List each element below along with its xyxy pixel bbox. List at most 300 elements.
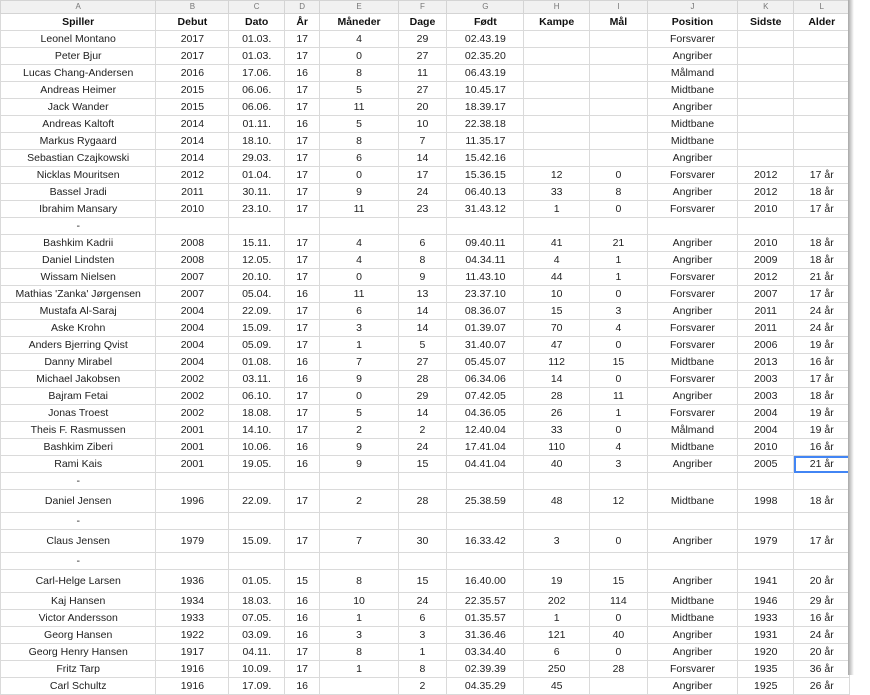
header-cell[interactable]: Mål (589, 14, 647, 31)
table-cell[interactable]: 47 (524, 337, 589, 354)
table-cell[interactable]: 17 (284, 644, 320, 661)
table-cell[interactable]: 0 (589, 422, 647, 439)
table-cell[interactable] (794, 82, 850, 99)
table-cell[interactable]: 06.06. (229, 82, 284, 99)
table-cell[interactable]: 30.11. (229, 184, 284, 201)
table-cell[interactable]: 15 (398, 456, 447, 473)
table-cell[interactable] (156, 553, 229, 570)
table-cell[interactable]: 1 (589, 405, 647, 422)
column-letter-header[interactable]: L (794, 1, 850, 14)
table-cell[interactable]: 2001 (156, 439, 229, 456)
table-cell[interactable]: 8 (320, 133, 398, 150)
table-cell[interactable]: 2 (398, 678, 447, 695)
table-cell[interactable]: 16 (284, 354, 320, 371)
table-cell[interactable]: 29 (398, 31, 447, 48)
player-name-cell[interactable]: Lucas Chang-Andersen (1, 65, 156, 82)
table-cell[interactable]: 1998 (737, 490, 794, 513)
table-cell[interactable]: Forsvarer (647, 201, 737, 218)
table-cell[interactable]: 8 (398, 252, 447, 269)
table-cell[interactable]: 22.35.57 (447, 593, 524, 610)
player-name-cell[interactable]: Georg Hansen (1, 627, 156, 644)
table-cell[interactable]: 0 (320, 48, 398, 65)
table-cell[interactable]: 19 år (794, 405, 850, 422)
table-cell[interactable]: 36 år (794, 661, 850, 678)
table-cell[interactable]: 2016 (156, 65, 229, 82)
table-cell[interactable]: 2006 (737, 337, 794, 354)
table-cell[interactable]: 2009 (737, 252, 794, 269)
table-cell[interactable] (737, 31, 794, 48)
table-cell[interactable]: 15 (589, 354, 647, 371)
table-cell[interactable]: 09.40.11 (447, 235, 524, 252)
player-name-cell[interactable]: - (1, 513, 156, 530)
table-cell[interactable]: 07.42.05 (447, 388, 524, 405)
player-name-cell[interactable]: Andreas Heimer (1, 82, 156, 99)
player-name-cell[interactable]: Mathias 'Zanka' Jørgensen (1, 286, 156, 303)
table-cell[interactable]: 17.09. (229, 678, 284, 695)
table-cell[interactable] (794, 133, 850, 150)
table-cell[interactable]: 3 (398, 627, 447, 644)
table-cell[interactable]: 1 (398, 644, 447, 661)
table-cell[interactable]: 2015 (156, 82, 229, 99)
table-cell[interactable]: 27 (398, 48, 447, 65)
table-cell[interactable]: 05.45.07 (447, 354, 524, 371)
table-cell[interactable]: Angriber (647, 184, 737, 201)
table-cell[interactable]: 14 (398, 405, 447, 422)
table-cell[interactable]: 3 (320, 320, 398, 337)
table-cell[interactable]: Midtbane (647, 116, 737, 133)
table-cell[interactable]: 0 (589, 201, 647, 218)
table-cell[interactable]: 2014 (156, 116, 229, 133)
table-cell[interactable] (589, 473, 647, 490)
table-cell[interactable] (156, 513, 229, 530)
table-cell[interactable]: 16.33.42 (447, 530, 524, 553)
table-cell[interactable]: 8 (320, 65, 398, 82)
table-cell[interactable]: 19 år (794, 422, 850, 439)
table-cell[interactable]: 06.40.13 (447, 184, 524, 201)
table-cell[interactable]: 17 (284, 150, 320, 167)
table-cell[interactable]: Angriber (647, 48, 737, 65)
table-cell[interactable] (284, 218, 320, 235)
table-cell[interactable]: 07.05. (229, 610, 284, 627)
table-cell[interactable]: 18 år (794, 235, 850, 252)
table-cell[interactable]: 17.41.04 (447, 439, 524, 456)
table-cell[interactable]: 17 (284, 167, 320, 184)
table-cell[interactable] (156, 473, 229, 490)
table-cell[interactable]: Forsvarer (647, 167, 737, 184)
table-cell[interactable]: 02.35.20 (447, 48, 524, 65)
table-cell[interactable]: 11.43.10 (447, 269, 524, 286)
table-cell[interactable]: 01.05. (229, 570, 284, 593)
table-cell[interactable] (647, 553, 737, 570)
table-cell[interactable] (229, 553, 284, 570)
table-cell[interactable]: Angriber (647, 303, 737, 320)
table-cell[interactable] (524, 513, 589, 530)
table-cell[interactable] (524, 116, 589, 133)
table-cell[interactable]: 15 (284, 570, 320, 593)
table-cell[interactable] (284, 553, 320, 570)
table-cell[interactable]: 28 (589, 661, 647, 678)
table-cell[interactable] (737, 218, 794, 235)
player-name-cell[interactable]: Fritz Tarp (1, 661, 156, 678)
table-cell[interactable]: 3 (320, 627, 398, 644)
column-letter-header[interactable]: D (284, 1, 320, 14)
table-cell[interactable] (589, 218, 647, 235)
table-cell[interactable]: 31.40.07 (447, 337, 524, 354)
table-cell[interactable]: 22.09. (229, 303, 284, 320)
table-cell[interactable]: Midtbane (647, 354, 737, 371)
player-name-cell[interactable]: Danny Mirabel (1, 354, 156, 371)
table-cell[interactable]: 10.06. (229, 439, 284, 456)
table-cell[interactable]: 0 (320, 388, 398, 405)
table-cell[interactable]: 04.36.05 (447, 405, 524, 422)
table-cell[interactable]: 28 (398, 490, 447, 513)
table-cell[interactable]: 17 (284, 133, 320, 150)
table-cell[interactable]: 15.09. (229, 530, 284, 553)
table-cell[interactable] (524, 218, 589, 235)
table-cell[interactable]: Angriber (647, 627, 737, 644)
table-cell[interactable]: 70 (524, 320, 589, 337)
player-name-cell[interactable]: Leonel Montano (1, 31, 156, 48)
table-cell[interactable]: 16 (284, 610, 320, 627)
table-cell[interactable]: 17 (284, 388, 320, 405)
column-letter-header[interactable]: H (524, 1, 589, 14)
player-name-cell[interactable]: Jack Wander (1, 99, 156, 116)
table-cell[interactable]: 16 (284, 286, 320, 303)
table-cell[interactable]: Forsvarer (647, 269, 737, 286)
table-cell[interactable]: 114 (589, 593, 647, 610)
table-cell[interactable] (589, 31, 647, 48)
table-cell[interactable]: 4 (589, 320, 647, 337)
table-cell[interactable]: 11.35.17 (447, 133, 524, 150)
table-cell[interactable]: 2007 (156, 269, 229, 286)
table-cell[interactable]: 18 år (794, 388, 850, 405)
table-cell[interactable]: 2003 (737, 388, 794, 405)
table-cell[interactable]: 06.34.06 (447, 371, 524, 388)
table-cell[interactable]: 14 (524, 371, 589, 388)
table-cell[interactable]: 01.11. (229, 116, 284, 133)
table-cell[interactable] (398, 473, 447, 490)
table-cell[interactable]: 2017 (156, 48, 229, 65)
table-cell[interactable]: Forsvarer (647, 337, 737, 354)
player-name-cell[interactable]: Michael Jakobsen (1, 371, 156, 388)
table-cell[interactable]: 17 år (794, 167, 850, 184)
table-cell[interactable]: 26 år (794, 678, 850, 695)
table-cell[interactable]: 23.37.10 (447, 286, 524, 303)
table-cell[interactable]: 18 år (794, 184, 850, 201)
table-cell[interactable] (737, 82, 794, 99)
table-cell[interactable]: 29 år (794, 593, 850, 610)
table-cell[interactable]: 10.45.17 (447, 82, 524, 99)
table-cell[interactable]: 16.40.00 (447, 570, 524, 593)
table-cell[interactable]: 18.39.17 (447, 99, 524, 116)
table-cell[interactable] (320, 513, 398, 530)
table-cell[interactable]: 24 år (794, 320, 850, 337)
table-cell[interactable]: 1 (320, 610, 398, 627)
table-cell[interactable] (737, 553, 794, 570)
table-cell[interactable]: 250 (524, 661, 589, 678)
table-cell[interactable]: 26 (524, 405, 589, 422)
table-cell[interactable]: 15 (398, 570, 447, 593)
table-cell[interactable] (589, 133, 647, 150)
table-cell[interactable]: Angriber (647, 99, 737, 116)
table-cell[interactable]: 1941 (737, 570, 794, 593)
table-cell[interactable]: 0 (589, 286, 647, 303)
table-cell[interactable]: Målmand (647, 422, 737, 439)
table-cell[interactable]: 16 (284, 65, 320, 82)
table-cell[interactable]: 2014 (156, 150, 229, 167)
table-cell[interactable]: 22.09. (229, 490, 284, 513)
player-name-cell[interactable]: - (1, 473, 156, 490)
table-cell[interactable]: 17 (284, 184, 320, 201)
table-cell[interactable]: 10 (320, 593, 398, 610)
table-cell[interactable]: 1979 (737, 530, 794, 553)
table-cell[interactable]: 04.11. (229, 644, 284, 661)
table-cell[interactable]: 18.03. (229, 593, 284, 610)
table-cell[interactable]: 9 (320, 456, 398, 473)
table-cell[interactable] (524, 65, 589, 82)
table-cell[interactable]: Angriber (647, 570, 737, 593)
table-cell[interactable]: 16 år (794, 610, 850, 627)
table-cell[interactable]: 2011 (737, 320, 794, 337)
player-name-cell[interactable]: Peter Bjur (1, 48, 156, 65)
table-cell[interactable]: Angriber (647, 530, 737, 553)
table-cell[interactable]: 11 (320, 286, 398, 303)
table-cell[interactable] (229, 513, 284, 530)
table-cell[interactable]: 16 (284, 456, 320, 473)
table-cell[interactable] (737, 65, 794, 82)
table-cell[interactable]: 1931 (737, 627, 794, 644)
table-cell[interactable]: 28 (398, 371, 447, 388)
table-cell[interactable]: 01.03. (229, 48, 284, 65)
table-cell[interactable] (794, 116, 850, 133)
table-cell[interactable]: 24 år (794, 627, 850, 644)
player-name-cell[interactable]: Mustafa Al-Saraj (1, 303, 156, 320)
table-cell[interactable]: 22.38.18 (447, 116, 524, 133)
table-cell[interactable] (794, 473, 850, 490)
table-cell[interactable]: 16 (284, 593, 320, 610)
table-cell[interactable]: 11 (320, 99, 398, 116)
table-cell[interactable] (398, 513, 447, 530)
table-cell[interactable]: Forsvarer (647, 320, 737, 337)
player-name-cell[interactable]: Sebastian Czajkowski (1, 150, 156, 167)
table-cell[interactable] (320, 678, 398, 695)
table-cell[interactable]: 9 (320, 371, 398, 388)
table-cell[interactable]: 1 (524, 610, 589, 627)
table-cell[interactable] (284, 473, 320, 490)
player-name-cell[interactable]: - (1, 553, 156, 570)
table-cell[interactable]: 2002 (156, 405, 229, 422)
table-cell[interactable]: 7 (398, 133, 447, 150)
table-cell[interactable] (737, 473, 794, 490)
table-cell[interactable]: 12.40.04 (447, 422, 524, 439)
table-cell[interactable]: 2015 (156, 99, 229, 116)
table-cell[interactable]: 3 (589, 303, 647, 320)
table-cell[interactable]: 1920 (737, 644, 794, 661)
table-cell[interactable]: 121 (524, 627, 589, 644)
table-cell[interactable]: 20 år (794, 570, 850, 593)
table-cell[interactable]: 17 (284, 530, 320, 553)
table-cell[interactable]: 20.10. (229, 269, 284, 286)
header-cell[interactable]: Alder (794, 14, 850, 31)
table-cell[interactable]: 8 (589, 184, 647, 201)
table-cell[interactable]: 2003 (737, 371, 794, 388)
table-cell[interactable]: 2012 (737, 184, 794, 201)
table-cell[interactable] (398, 218, 447, 235)
table-cell[interactable]: 1 (320, 661, 398, 678)
table-cell[interactable]: 13 (398, 286, 447, 303)
player-name-cell[interactable]: - (1, 218, 156, 235)
table-cell[interactable]: 1979 (156, 530, 229, 553)
table-cell[interactable]: 01.03. (229, 31, 284, 48)
player-name-cell[interactable]: Wissam Nielsen (1, 269, 156, 286)
column-letter-header[interactable]: I (589, 1, 647, 14)
table-cell[interactable]: 14 (398, 320, 447, 337)
table-cell[interactable]: 2001 (156, 456, 229, 473)
table-cell[interactable]: 24 (398, 184, 447, 201)
table-cell[interactable]: 4 (320, 31, 398, 48)
table-cell[interactable]: Angriber (647, 235, 737, 252)
table-cell[interactable] (794, 31, 850, 48)
table-cell[interactable]: 01.35.57 (447, 610, 524, 627)
column-letter-header[interactable]: A (1, 1, 156, 14)
table-cell[interactable]: 10 (524, 286, 589, 303)
player-name-cell[interactable]: Victor Andersson (1, 610, 156, 627)
table-cell[interactable]: 17 (284, 320, 320, 337)
table-cell[interactable]: 17 (284, 303, 320, 320)
table-cell[interactable]: 11 (320, 201, 398, 218)
column-letter-header[interactable]: F (398, 1, 447, 14)
table-cell[interactable]: 17 (284, 269, 320, 286)
table-cell[interactable]: 0 (589, 167, 647, 184)
table-cell[interactable]: Midtbane (647, 593, 737, 610)
table-cell[interactable]: 12 (524, 167, 589, 184)
table-cell[interactable]: 17 (284, 82, 320, 99)
table-cell[interactable] (524, 150, 589, 167)
table-cell[interactable]: 11 (589, 388, 647, 405)
table-cell[interactable]: 17 (284, 235, 320, 252)
header-cell[interactable]: Født (447, 14, 524, 31)
table-cell[interactable]: 1 (589, 252, 647, 269)
table-cell[interactable] (229, 473, 284, 490)
table-cell[interactable] (524, 82, 589, 99)
table-cell[interactable]: Angriber (647, 150, 737, 167)
column-letter-header[interactable]: C (229, 1, 284, 14)
player-name-cell[interactable]: Daniel Lindsten (1, 252, 156, 269)
table-cell[interactable]: 2004 (737, 405, 794, 422)
table-cell[interactable]: 5 (320, 405, 398, 422)
table-cell[interactable]: Midtbane (647, 610, 737, 627)
table-cell[interactable]: 08.36.07 (447, 303, 524, 320)
table-cell[interactable]: 2004 (737, 422, 794, 439)
table-cell[interactable]: 04.35.29 (447, 678, 524, 695)
table-cell[interactable]: 17 år (794, 530, 850, 553)
column-letter-header[interactable]: E (320, 1, 398, 14)
table-cell[interactable]: 2013 (737, 354, 794, 371)
table-cell[interactable]: 1925 (737, 678, 794, 695)
table-cell[interactable]: 17 (284, 661, 320, 678)
column-letter-header[interactable]: K (737, 1, 794, 14)
table-cell[interactable]: 10.09. (229, 661, 284, 678)
table-cell[interactable] (737, 133, 794, 150)
table-cell[interactable]: 16 (284, 678, 320, 695)
player-name-cell[interactable]: Bashkim Kadrii (1, 235, 156, 252)
table-cell[interactable] (524, 99, 589, 116)
table-cell[interactable]: 0 (589, 644, 647, 661)
table-cell[interactable]: 21 (589, 235, 647, 252)
table-cell[interactable]: 17 (284, 405, 320, 422)
table-cell[interactable]: 17 (398, 167, 447, 184)
table-cell[interactable] (794, 48, 850, 65)
table-cell[interactable]: 2012 (737, 167, 794, 184)
table-cell[interactable]: 17.06. (229, 65, 284, 82)
table-cell[interactable] (447, 473, 524, 490)
table-cell[interactable]: 05.04. (229, 286, 284, 303)
table-cell[interactable]: 2005 (737, 456, 794, 473)
header-cell[interactable]: Spiller (1, 14, 156, 31)
table-cell[interactable]: 17 (284, 99, 320, 116)
table-cell[interactable]: 2002 (156, 388, 229, 405)
table-cell[interactable]: 2012 (737, 269, 794, 286)
table-cell[interactable]: Forsvarer (647, 661, 737, 678)
player-name-cell[interactable]: Claus Jensen (1, 530, 156, 553)
table-cell[interactable]: 15.36.15 (447, 167, 524, 184)
table-cell[interactable]: 9 (398, 269, 447, 286)
table-cell[interactable]: 03.11. (229, 371, 284, 388)
table-cell[interactable]: 4 (320, 252, 398, 269)
table-cell[interactable]: 11 (398, 65, 447, 82)
table-cell[interactable]: 33 (524, 422, 589, 439)
table-cell[interactable]: 2012 (156, 167, 229, 184)
player-name-cell[interactable]: Rami Kais (1, 456, 156, 473)
table-cell[interactable]: 1996 (156, 490, 229, 513)
table-cell[interactable]: 1 (320, 337, 398, 354)
table-cell[interactable]: Forsvarer (647, 405, 737, 422)
table-cell[interactable]: 5 (320, 116, 398, 133)
table-cell[interactable]: 31.36.46 (447, 627, 524, 644)
table-cell[interactable]: 15.11. (229, 235, 284, 252)
table-cell[interactable]: 10 (398, 116, 447, 133)
table-cell[interactable]: 01.04. (229, 167, 284, 184)
table-cell[interactable] (284, 513, 320, 530)
table-cell[interactable]: 15 (589, 570, 647, 593)
header-cell[interactable]: Debut (156, 14, 229, 31)
table-cell[interactable]: 24 år (794, 303, 850, 320)
table-cell[interactable]: 18 år (794, 252, 850, 269)
table-cell[interactable]: 2 (398, 422, 447, 439)
table-cell[interactable]: 20 år (794, 644, 850, 661)
table-cell[interactable]: 1 (524, 201, 589, 218)
table-cell[interactable]: 16 (284, 371, 320, 388)
table-cell[interactable]: 29 (398, 388, 447, 405)
table-cell[interactable] (647, 218, 737, 235)
player-name-cell[interactable]: Kaj Hansen (1, 593, 156, 610)
header-cell[interactable]: Dato (229, 14, 284, 31)
table-cell[interactable]: 27 (398, 82, 447, 99)
table-cell[interactable]: Midtbane (647, 439, 737, 456)
table-cell[interactable] (794, 99, 850, 116)
table-cell[interactable]: 16 (284, 439, 320, 456)
table-cell[interactable]: 7 (320, 530, 398, 553)
table-cell[interactable]: 06.06. (229, 99, 284, 116)
table-cell[interactable] (589, 99, 647, 116)
table-cell[interactable]: 112 (524, 354, 589, 371)
table-cell[interactable]: 20 (398, 99, 447, 116)
table-cell[interactable] (737, 99, 794, 116)
table-cell[interactable]: Målmand (647, 65, 737, 82)
table-cell[interactable]: 3 (589, 456, 647, 473)
table-cell[interactable]: 2004 (156, 337, 229, 354)
table-cell[interactable]: 6 (320, 303, 398, 320)
